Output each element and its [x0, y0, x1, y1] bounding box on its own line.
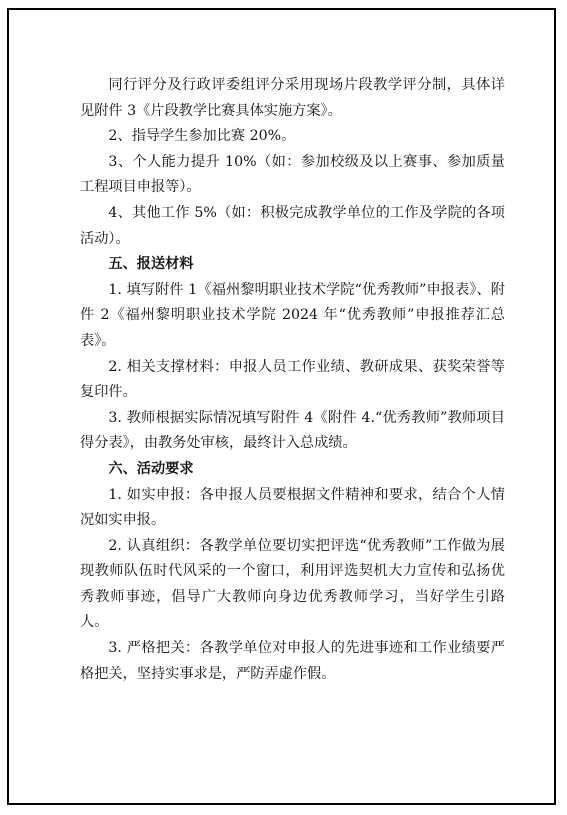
- section-heading-6: 六、活动要求: [108, 460, 194, 477]
- section-heading-5: 五、报送材料: [108, 256, 194, 273]
- page-frame: [7, 8, 556, 805]
- paragraph-evaluation-method: 同行评分及行政评委组评分采用现场片段教学评分制，具体详见附件 3《片段教学比赛具体实施方案》。: [80, 77, 505, 119]
- paragraph-submit-3: 3. 教师根据实际情况填写附件 4《附件 4.“优秀教师”教师项目得分表》，由教务处审核，最终计入总成绩。: [80, 409, 505, 452]
- document-body: [80, 73, 505, 687]
- paragraph-item-4: 4、其他工作 5%（如：积极完成教学单位的工作及学院的各项活动）。: [80, 204, 505, 247]
- paragraph-submit-2: 2. 相关支撑材料：申报人员工作业绩、教研成果、获奖荣誉等复印件。: [80, 358, 505, 401]
- paragraph-requirement-2: 2. 认真组织：各教学单位要切实把评选“优秀教师”工作做为展现教师队伍时代风采的一个窗口，利用评选契机大力宣传和弘扬优秀教师事迹，倡导广大教师向身边优秀教师学习，当好学生引路人。: [80, 537, 505, 631]
- paragraph-item-3: 3、个人能力提升 10%（如：参加校级及以上赛事、参加质量工程项目申报等）。: [80, 153, 505, 196]
- paragraph-requirement-1: 1. 如实申报：各申报人员要根据文件精神和要求，结合个人情况如实申报。: [80, 486, 505, 529]
- paragraph-item-2: 2、指导学生参加比赛 20%。: [108, 128, 296, 145]
- paragraph-requirement-3: 3. 严格把关：各教学单位对申报人的先进事迹和工作业绩要严格把关，坚持实事求是，严防弄虚作假。: [80, 640, 505, 682]
- paragraph-submit-1: 1. 填写附件 1《福州黎明职业技术学院“优秀教师”申报表》、附件 2《福州黎明职业技术学院 2024 年“优秀教师”申报推荐汇总表》。: [80, 281, 505, 349]
